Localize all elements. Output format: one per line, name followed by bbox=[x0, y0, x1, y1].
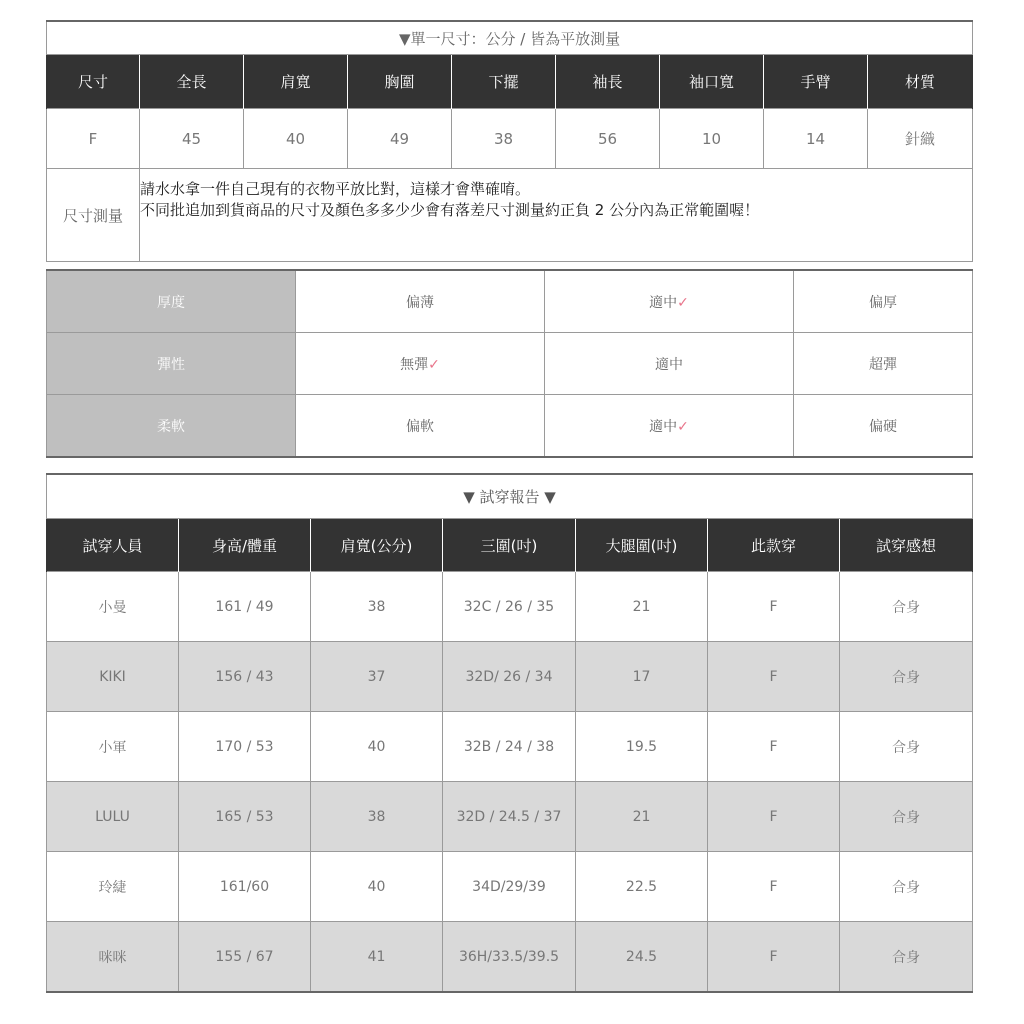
size-value: 10 bbox=[660, 109, 764, 169]
size-value: 49 bbox=[348, 109, 452, 169]
size-table bbox=[46, 20, 973, 262]
table-cell: 161 / 49 bbox=[179, 572, 311, 642]
size-value: 針織 bbox=[868, 109, 973, 169]
table-row bbox=[47, 712, 973, 782]
trial-report-table bbox=[46, 473, 973, 993]
table-cell: 小軍 bbox=[47, 712, 179, 782]
feel-option: 適中 bbox=[545, 333, 794, 395]
check-mark-icon: ✓ bbox=[677, 294, 689, 311]
feel-row-thickness bbox=[47, 270, 973, 333]
table-cell: F bbox=[708, 852, 840, 922]
size-value: 14 bbox=[764, 109, 868, 169]
table-cell: F bbox=[708, 642, 840, 712]
table-row bbox=[47, 642, 973, 712]
trial-header: 試穿感想 bbox=[840, 519, 973, 572]
table-cell: 161/60 bbox=[179, 852, 311, 922]
table-cell: 156 / 43 bbox=[179, 642, 311, 712]
trial-header-row bbox=[47, 519, 973, 572]
trial-header: 三圍(吋) bbox=[443, 519, 576, 572]
feel-row-softness bbox=[47, 395, 973, 458]
size-note-row bbox=[47, 169, 973, 262]
table-cell: 21 bbox=[576, 782, 708, 852]
trial-header: 大腿圍(吋) bbox=[576, 519, 708, 572]
table-cell: 合身 bbox=[840, 782, 973, 852]
table-cell: 咪咪 bbox=[47, 922, 179, 993]
table-cell: F bbox=[708, 712, 840, 782]
table-cell: 38 bbox=[311, 782, 443, 852]
table-cell: F bbox=[708, 782, 840, 852]
table-cell: 38 bbox=[311, 572, 443, 642]
table-cell: 170 / 53 bbox=[179, 712, 311, 782]
size-note-text bbox=[140, 169, 973, 262]
feel-label: 厚度 bbox=[47, 270, 296, 333]
size-header: 胸圍 bbox=[348, 55, 452, 109]
size-note-line: 不同批追加到貨商品的尺寸及顏色多多少少會有落差尺寸測量約正負 2 公分內為正常範圍喔！ bbox=[140, 201, 760, 219]
fabric-feel-table bbox=[46, 269, 973, 458]
table-cell: 17 bbox=[576, 642, 708, 712]
trial-report-caption: ▼ 試穿報告 ▼ bbox=[47, 474, 973, 519]
table-cell: F bbox=[708, 572, 840, 642]
table-cell: 合身 bbox=[840, 572, 973, 642]
trial-header: 此款穿 bbox=[708, 519, 840, 572]
table-cell: 36H/33.5/39.5 bbox=[443, 922, 576, 993]
table-cell: 玲緁 bbox=[47, 852, 179, 922]
table-cell: 40 bbox=[311, 852, 443, 922]
size-header: 下擺 bbox=[452, 55, 556, 109]
size-header: 手臂 bbox=[764, 55, 868, 109]
table-row bbox=[47, 922, 973, 993]
table-cell: 37 bbox=[311, 642, 443, 712]
feel-option: 偏硬 bbox=[794, 395, 973, 458]
table-cell: 32C / 26 / 35 bbox=[443, 572, 576, 642]
size-table-caption: ▼單一尺寸：公分 / 皆為平放測量 bbox=[47, 21, 973, 55]
table-cell: 41 bbox=[311, 922, 443, 993]
trial-header: 肩寬(公分) bbox=[311, 519, 443, 572]
size-note-label: 尺寸測量 bbox=[47, 169, 140, 262]
size-header: 尺寸 bbox=[47, 55, 140, 109]
size-value: 40 bbox=[244, 109, 348, 169]
feel-option: 偏厚 bbox=[794, 270, 973, 333]
table-cell: 24.5 bbox=[576, 922, 708, 993]
feel-option: 偏軟 bbox=[296, 395, 545, 458]
size-header: 袖口寬 bbox=[660, 55, 764, 109]
table-cell: 19.5 bbox=[576, 712, 708, 782]
table-row bbox=[47, 852, 973, 922]
feel-row-elasticity bbox=[47, 333, 973, 395]
size-table-value-row bbox=[47, 109, 973, 169]
size-header: 材質 bbox=[868, 55, 973, 109]
feel-label: 柔軟 bbox=[47, 395, 296, 458]
table-cell: 合身 bbox=[840, 642, 973, 712]
table-cell: 21 bbox=[576, 572, 708, 642]
table-row bbox=[47, 572, 973, 642]
feel-option: 超彈 bbox=[794, 333, 973, 395]
table-cell: KIKI bbox=[47, 642, 179, 712]
feel-option: 適中✓ bbox=[545, 270, 794, 333]
size-header: 袖長 bbox=[556, 55, 660, 109]
table-cell: 22.5 bbox=[576, 852, 708, 922]
trial-header: 身高/體重 bbox=[179, 519, 311, 572]
table-row bbox=[47, 782, 973, 852]
table-cell: 合身 bbox=[840, 922, 973, 993]
table-cell: 小曼 bbox=[47, 572, 179, 642]
table-cell: LULU bbox=[47, 782, 179, 852]
feel-option: 偏薄 bbox=[296, 270, 545, 333]
table-cell: 165 / 53 bbox=[179, 782, 311, 852]
table-cell: 合身 bbox=[840, 712, 973, 782]
size-header: 全長 bbox=[140, 55, 244, 109]
table-cell: 32D / 24.5 / 37 bbox=[443, 782, 576, 852]
size-header: 肩寬 bbox=[244, 55, 348, 109]
table-cell: F bbox=[708, 922, 840, 993]
feel-option: 無彈✓ bbox=[296, 333, 545, 395]
size-table-header-row bbox=[47, 55, 973, 109]
table-cell: 合身 bbox=[840, 852, 973, 922]
check-mark-icon: ✓ bbox=[428, 356, 440, 373]
table-cell: 34D/29/39 bbox=[443, 852, 576, 922]
size-value: F bbox=[47, 109, 140, 169]
feel-option: 適中✓ bbox=[545, 395, 794, 458]
size-value: 38 bbox=[452, 109, 556, 169]
table-cell: 40 bbox=[311, 712, 443, 782]
feel-label: 彈性 bbox=[47, 333, 296, 395]
trial-header: 試穿人員 bbox=[47, 519, 179, 572]
check-mark-icon: ✓ bbox=[677, 418, 689, 435]
table-cell: 32D/ 26 / 34 bbox=[443, 642, 576, 712]
table-cell: 32B / 24 / 38 bbox=[443, 712, 576, 782]
table-cell: 155 / 67 bbox=[179, 922, 311, 993]
size-value: 56 bbox=[556, 109, 660, 169]
size-note-line: 請水水拿一件自己現有的衣物平放比對，這樣才會準確唷。 bbox=[140, 180, 531, 198]
size-value: 45 bbox=[140, 109, 244, 169]
